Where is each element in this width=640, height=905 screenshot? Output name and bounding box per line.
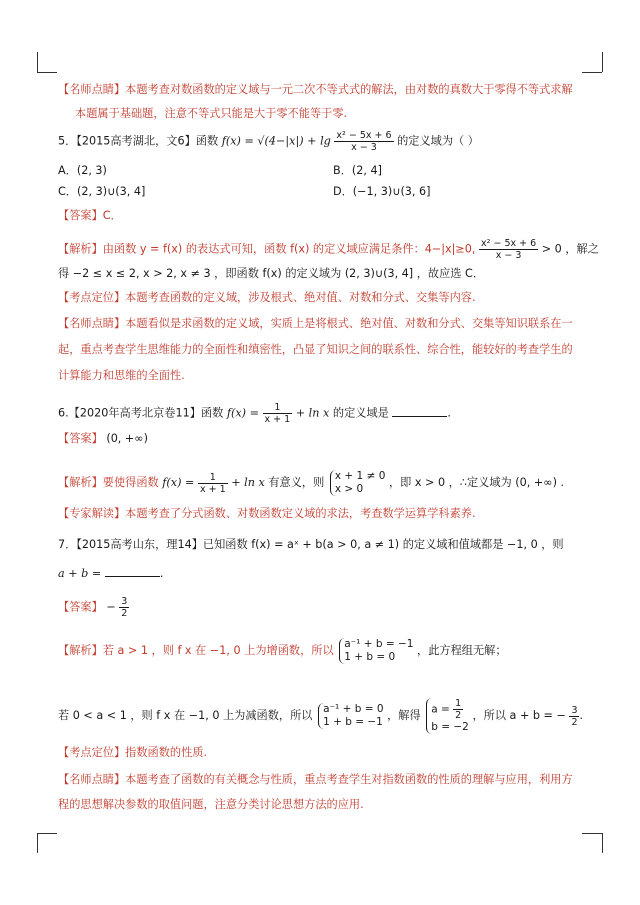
q7-case1-system [339, 638, 413, 664]
q6-stem-prefix: 6.【2020年高考北京卷11】函数 [58, 406, 224, 420]
q7-case2-suffix: ，所以 a + b = − [472, 709, 566, 722]
q5-tip-line2: 起，重点考查学生思维能力的全面性和缜密性，凸显了知识之间的联系性、综合性，能较好的考查学生的 [58, 343, 573, 356]
q5-func: f(x) = √(4−|x|) + lg [221, 134, 331, 148]
q7-answer-num: 3 [121, 596, 128, 607]
q5-option-b: B．(2, 4] [333, 164, 382, 177]
q6-analysis-prefix: 【解析】要使得函数 [58, 476, 159, 489]
intro-tip-line2: 本题属于基础题，注意不等式只能是大于零不能等于零. [75, 107, 348, 120]
q7-case2-b: b = −2 [431, 721, 469, 733]
q7-answer-sign: − [106, 600, 116, 614]
q7-case2-a-den: 2 [455, 710, 462, 721]
q5-frac-den: x − 3 [351, 142, 377, 153]
q7-case1-eq2: 1 + b = 0 [344, 651, 396, 663]
q7-tip-line1: 【名师点睛】本题考查了函数的有关概念与性质，重点考查学生对指数函数的性质的理解与应用，利用方 [58, 773, 573, 786]
q7-case1-suffix: ，此方程组无解； [417, 644, 507, 657]
q6-answer: (0, +∞) [106, 432, 148, 445]
q7-answer-line [58, 596, 588, 619]
q5-option-d: D．(−1, 3)∪(3, 6] [333, 185, 431, 198]
q7-tip-line2: 程的思想解决参数的取值问题，注意分类讨论思想方法的应用. [58, 798, 364, 811]
q6-analysis-frac-den: x + 1 [199, 483, 226, 495]
q7-case2-mid: ，解得 [387, 709, 421, 722]
q6-func: f(x) = [226, 406, 259, 420]
q5-stem-prefix: 5．【2015高考湖北，文6】函数 [58, 134, 219, 148]
q5-frac-num: x² − 5x + 6 [336, 130, 392, 141]
q6-answer-label: 【答案】 [58, 432, 103, 445]
q7-kaodian: 【考点定位】指数函数的性质. [58, 746, 207, 759]
q6-analysis-mid: 有意义，则 [268, 476, 325, 489]
q7-case2-a-frac [453, 698, 463, 721]
q6-frac-num: 1 [263, 402, 293, 414]
q7-stem2: a + b = [58, 567, 102, 580]
q7-answer-label: 【答案】 [58, 600, 103, 614]
q5-tip-line3: 计算能力和思维的全面性. [58, 369, 185, 382]
q7-case2-system [318, 703, 383, 729]
q7-case2-eq2: 1 + b = −1 [323, 716, 383, 728]
intro-tip-line1: 【名师点睛】本题考查对数函数的定义域与一元二次不等式式的解法，由对数的真数大于零得不等式求解 [58, 83, 573, 96]
q6-analysis [58, 470, 588, 496]
q5-analysis-suffix: > 0 ，解之 [541, 242, 599, 256]
q6-system [330, 470, 386, 496]
q5-fraction [334, 130, 393, 153]
q7-case2-res-den: 2 [571, 716, 578, 728]
q5-analysis-frac-den: x − 3 [495, 250, 522, 261]
q6-expert: 【专家解读】本题考查了分式函数、对数函数定义域的求法，考查数学运算学科素养. [58, 507, 476, 520]
q7-case2-a: a = [431, 703, 450, 716]
q7-case1-prefix: 【解析】若 a > 1 ，则 f x 在 −1, 0 上为增函数，所以 [58, 644, 334, 657]
q6-stem: 6.【2020年高考北京卷11】函数 f(x) = $\frac{1}{x + 1}$ + ln x 的定义域是 . [58, 402, 451, 425]
q5-analysis-text: 【解析】由函数 y = f(x) 的表达式可知，函数 f(x) 的定义域应满足条件：4−|x|≥0, [58, 242, 476, 256]
q6-analysis-func: f(x) = [162, 476, 195, 489]
q7-answer-den: 2 [121, 608, 128, 619]
q6-frac-den: x + 1 [264, 414, 291, 425]
q7-case2: 若 0 < a < 1 ，则 f x 在 −1, 0 上为减函数，所以 a⁻¹ + b = 0 1 + b = −1 ，解得 a = $\frac{1}{2}$ b = −2 ，所以 a + b = − $\frac{3}{2}$ . [58, 698, 584, 733]
q5-tip-line1: 【名师点睛】本题看似是求函数的定义域，实质上是将根式、绝对值、对数和分式、交集等知识联系在一 [58, 317, 573, 330]
q6-fraction [263, 402, 293, 425]
q7-stem: 7．【2015高考山东，理14】已知函数 f(x) = aˣ + b(a > 0, a ≠ 1) 的定义域和值域都是 −1, 0 ，则 [58, 538, 564, 551]
q7-answer-fraction [119, 596, 129, 619]
q7-case1 [58, 638, 588, 664]
q7-case2-result-frac [569, 705, 579, 728]
q5-analysis-frac-num: x² − 5x + 6 [481, 238, 537, 249]
q6-func-suffix: + ln x [295, 406, 330, 420]
q7-case2-a-row [431, 698, 469, 721]
q6-system-eq2: x > 0 [334, 483, 364, 495]
q5-stem [58, 130, 588, 153]
q6-analysis-suffix: ，即 x > 0 ，∴定义域为 (0, +∞) . [388, 476, 565, 489]
q5-stem-suffix: 的定义域为（ ） [397, 134, 479, 148]
q6-answer-blank [392, 406, 447, 417]
q6-answer-line [58, 432, 588, 446]
q5-analysis-line2: 得 −2 ≤ x ≤ 2, x > 2, x ≠ 3 ，即函数 f(x) 的定义域为 (2, 3)∪(3, 4] ，故应选 C． [58, 267, 485, 280]
q7-case2-a-num: 1 [455, 698, 462, 709]
q6-stem-suffix: 的定义域是 [332, 406, 389, 420]
q5-analysis-fraction [479, 238, 538, 261]
q6-analysis-frac-num: 1 [198, 472, 228, 484]
q6-analysis-func-suffix: + ln x [231, 476, 265, 489]
q5-option-c: C．(2, 3)∪(3, 4] [58, 185, 146, 198]
q7-stem-line2: a + b = . [58, 567, 164, 580]
q7-case2-eq1: a⁻¹ + b = 0 [323, 703, 384, 715]
q5-answer: 【答案】C． [58, 209, 122, 222]
q7-answer-blank [105, 566, 160, 577]
q7-case2-prefix: 若 0 < a < 1 ，则 f x 在 −1, 0 上为减函数，所以 [58, 709, 313, 722]
q6-system-eq1: x + 1 ≠ 0 [334, 470, 386, 482]
q6-analysis-fraction [198, 472, 228, 495]
q7-case1-eq1: a⁻¹ + b = −1 [344, 638, 414, 650]
q5-analysis-line1 [58, 238, 599, 261]
q5-option-a: A．(2, 3) [58, 164, 107, 177]
q7-case2-solution [426, 698, 469, 734]
q5-kaodian: 【考点定位】本题考查函数的定义域，涉及根式、绝对值、对数和分式、交集等内容. [58, 291, 476, 304]
q7-case2-res-num: 3 [571, 704, 578, 716]
